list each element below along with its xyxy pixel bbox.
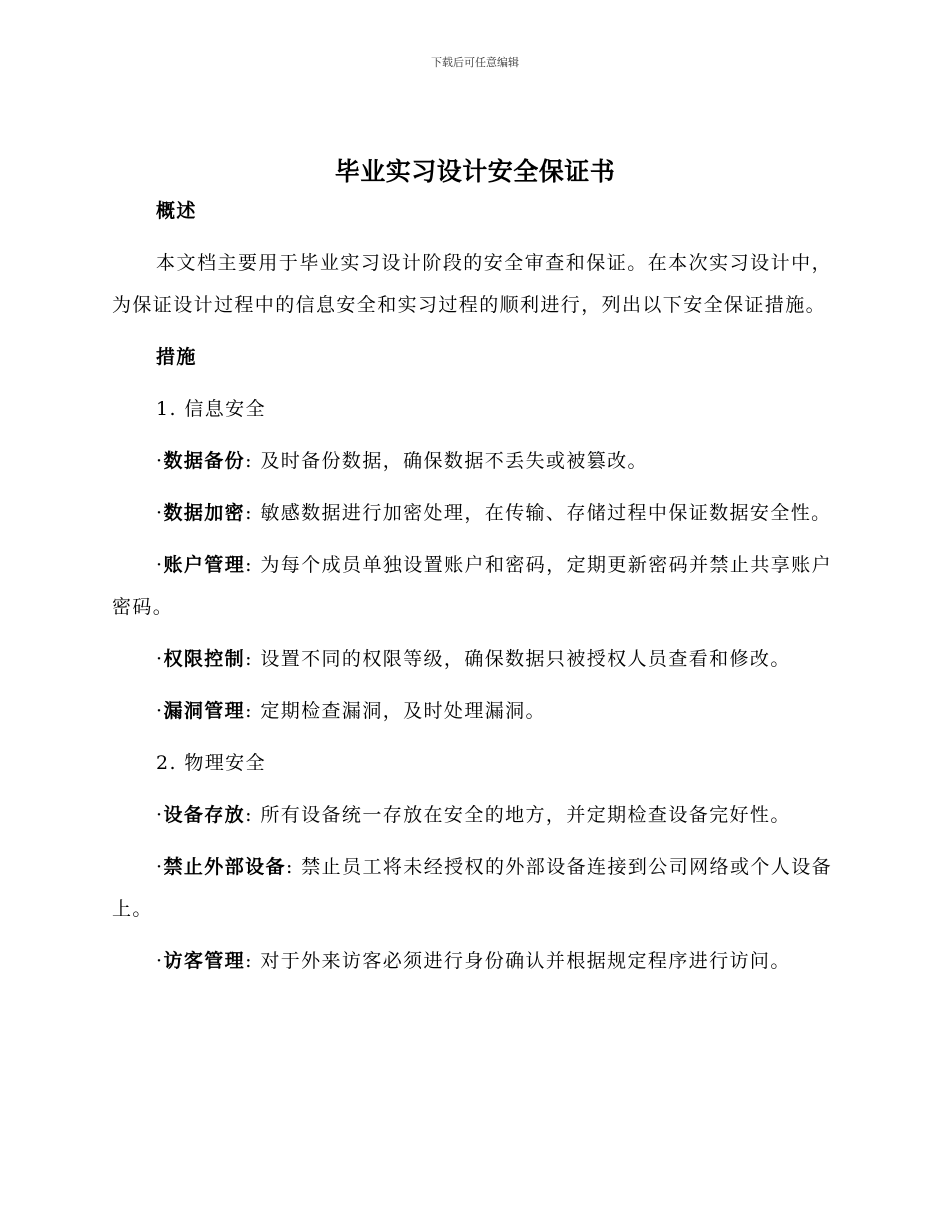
bullet-colon: : [245,950,253,972]
bullet-dot: · [156,700,164,722]
bullet-term: 漏洞管理 [163,700,246,722]
bullet-colon: : [245,502,253,524]
bullet-text: 设置不同的权限等级，确保数据只被授权人员查看和修改。 [252,648,791,670]
list-item [112,690,832,732]
bullet-text: 定期检查漏洞，及时处理漏洞。 [252,700,546,722]
measures-heading: 措施 [156,346,197,368]
bullet-term: 权限控制 [163,648,246,670]
list-item [112,492,832,534]
bullet-text: 敏感数据进行加密处理，在传输、存储过程中保证数据安全性。 [252,502,832,524]
bullet-text: 对于外来访客必须进行身份确认并根据规定程序进行访问。 [252,950,791,972]
bullet-dot: · [156,554,164,576]
list-item [112,846,832,930]
section-title-physical-security: 2. 物理安全 [156,752,266,774]
bullet-text: 为每个成员单独设置账户和密码，定期更新密码并禁止共享账户密码。 [112,554,832,618]
list-item [112,638,832,680]
bullet-dot: · [156,450,164,472]
overview-paragraph: 本文档主要用于毕业实习设计阶段的安全审查和保证。在本次实习设计中，为保证设计过程中的信息安全和实习过程的顺利进行，列出以下安全保证措施。 [112,252,832,316]
list-item [112,794,832,836]
list-item [112,940,832,982]
bullet-colon: : [245,450,253,472]
bullet-text: 所有设备统一存放在安全的地方，并定期检查设备完好性。 [252,804,791,826]
bullet-colon: : [245,700,253,722]
bullet-dot: · [156,502,164,524]
bullet-colon: : [245,648,253,670]
header-note: 下载后可任意编辑 [431,56,519,69]
overview-heading: 概述 [156,200,197,222]
bullet-dot: · [156,648,164,670]
bullet-dot: · [156,804,164,826]
bullet-colon: : [285,856,294,878]
bullet-term: 禁止外部设备 [163,856,286,878]
bullet-term: 设备存放 [163,804,246,826]
bullet-term: 账户管理 [163,554,246,576]
list-item [112,544,832,628]
bullet-colon: : [245,554,253,576]
list-item [112,440,832,482]
document-title: 毕业实习设计安全保证书 [334,157,616,186]
bullet-text: 禁止员工将未经授权的外部设备连接到公司网络或个人设备上。 [112,856,833,920]
bullet-colon: : [245,804,253,826]
bullet-term: 访客管理 [163,950,246,972]
document-body [112,190,832,982]
bullet-dot: · [156,856,164,878]
bullet-term: 数据加密 [163,502,246,524]
section-title-info-security: 1. 信息安全 [156,398,266,420]
bullet-term: 数据备份 [163,450,246,472]
bullet-text: 及时备份数据，确保数据不丢失或被篡改。 [252,450,648,472]
bullet-dot: · [156,950,164,972]
